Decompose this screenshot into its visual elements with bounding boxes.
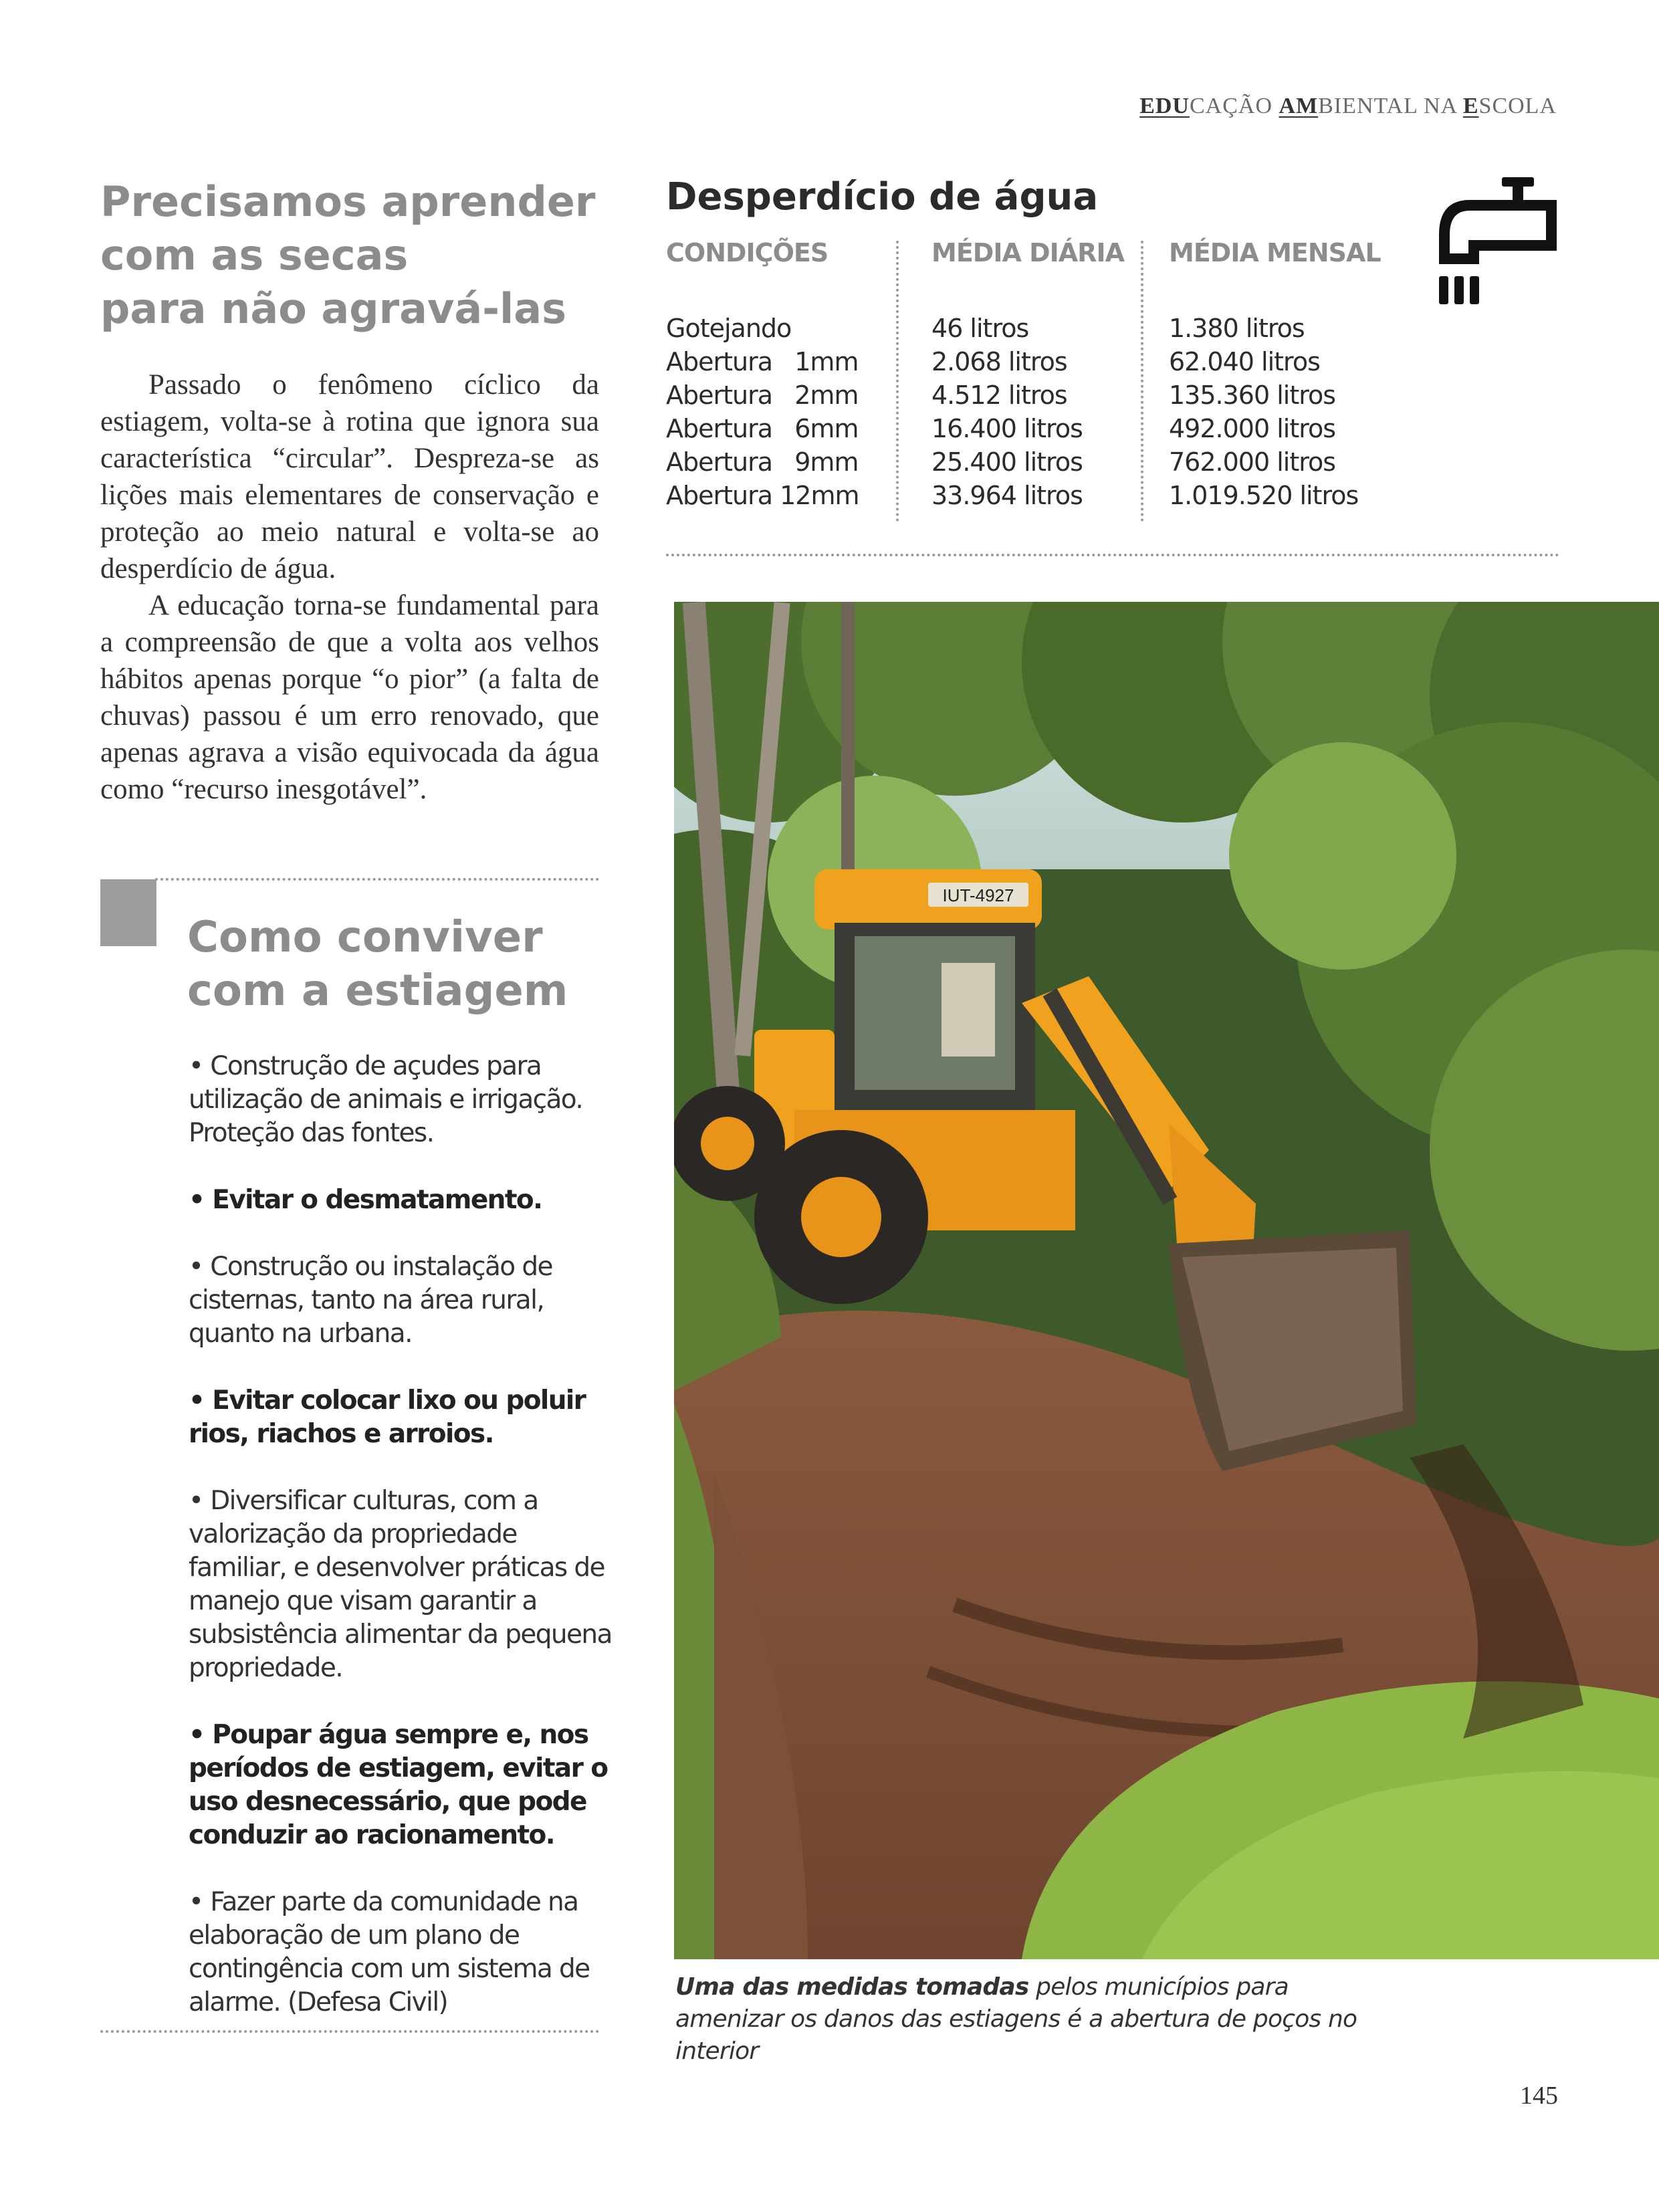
monthly-cell: 1.380 litros (1169, 314, 1305, 343)
header-part-2-bold: AM (1279, 94, 1319, 118)
license-plate: IUT-4927 (942, 885, 1014, 905)
monthly-cell: 62.040 litros (1169, 347, 1320, 376)
daily-cell: 25.400 litros (931, 447, 1083, 477)
table-bottom-divider (666, 554, 1559, 556)
condition-cell: Abertura 12mm (666, 481, 859, 510)
condition-cell: Abertura 6mm (666, 414, 859, 443)
tip-item-3: • Construção ou instalação de cisternas, tanto na área rural, quanto na urbana. (189, 1252, 552, 1349)
tip-item-4: • Evitar colocar lixo ou poluir rios, riachos e arroios. (189, 1386, 586, 1449)
column-divider (1141, 241, 1143, 522)
box-accent-square (100, 879, 156, 946)
box-top-divider (155, 878, 599, 881)
condition-cell: Abertura 1mm (666, 347, 859, 376)
tip-item-5: • Diversificar culturas, com a valorização da propriedade familiar, e desenvolver práticas de manejo que visam garantir a subsistência alimentar da pequena propriedade. (189, 1486, 612, 1683)
tip-item-1: • Construção de açudes para utilização de animais e irrigação. Proteção das fontes. (189, 1051, 583, 1148)
daily-cell: 16.400 litros (931, 414, 1083, 443)
caption-bold: Uma das medidas tomadas (675, 1973, 1029, 2001)
daily-cell: 46 litros (931, 314, 1029, 343)
page-number: 145 (1520, 2082, 1558, 2110)
header-part-1-rest: CAÇÃO (1189, 94, 1279, 118)
running-header (1003, 94, 1557, 119)
article-headline (100, 175, 622, 336)
header-part-1-bold: EDU (1139, 94, 1190, 118)
box-bottom-divider (100, 2030, 599, 2033)
box-title-line-2: com a estiagem (187, 966, 568, 1016)
condition-cell: Gotejando (666, 314, 792, 343)
headline-line-3: para não agravá-las (100, 284, 566, 333)
article-body (100, 366, 599, 808)
condition-cell: Abertura 2mm (666, 380, 859, 410)
table-column-daily (931, 238, 1145, 512)
headline-line-2: com as secas (100, 231, 409, 280)
monthly-cell: 762.000 litros (1169, 447, 1336, 477)
monthly-cell: 492.000 litros (1169, 414, 1336, 443)
monthly-cell: 135.360 litros (1169, 380, 1336, 410)
table-column-monthly (1169, 238, 1436, 512)
tip-item-2: • Evitar o desmatamento. (189, 1185, 542, 1215)
caption-rest: pelos municípios para amenizar os danos das estiagens é a abertura de poços no interior (675, 1973, 1357, 2065)
column-divider (896, 241, 899, 522)
column-header-daily: MÉDIA DIÁRIA (931, 238, 1124, 267)
column-header-monthly: MÉDIA MENSAL (1169, 238, 1381, 267)
box-title-line-1: Como conviver (187, 913, 543, 962)
tip-item-7: • Fazer parte da comunidade na elaboração de um plano de contingência com um sistema de alarme. (Defesa Civil) (189, 1887, 590, 2017)
daily-cell: 2.068 litros (931, 347, 1067, 376)
table-column-conditions (666, 238, 900, 512)
tip-item-6: • Poupar água sempre e, nos períodos de estiagem, evitar o uso desnecessário, que pode conduzir ao racionamento. (189, 1720, 608, 1850)
body-paragraph-2: A educação torna-se fundamental para a compreensão de que a volta aos velhos hábitos apenas porque “o pior” (a falta de chuvas) passou é um erro renovado, que apenas agrava a visão equivocada da água como “recurso inesgotável”. (100, 590, 599, 805)
headline-line-1: Precisamos aprender (100, 177, 596, 226)
monthly-cell: 1.019.520 litros (1169, 481, 1359, 510)
column-header-conditions: CONDIÇÕES (666, 238, 828, 267)
daily-cell: 4.512 litros (931, 380, 1067, 410)
photo-caption (675, 1971, 1384, 2068)
header-part-3-bold: E (1462, 94, 1479, 118)
backhoe-photo (674, 602, 1659, 1959)
header-part-3-rest: SCOLA (1478, 94, 1557, 118)
water-tap-icon (1430, 177, 1563, 308)
daily-cell: 33.964 litros (931, 481, 1083, 510)
condition-cell: Abertura 9mm (666, 447, 859, 477)
body-paragraph-1: Passado o fenômeno cíclico da estiagem, volta-se à rotina que ignora sua característica “circular”. Despreza-se as lições mais elementares de conservação e proteção ao meio natural e volta-se ao desperdício de água. (100, 369, 599, 584)
waste-table-title: Desperdício de água (666, 175, 1099, 219)
header-part-2-rest: BIENTAL NA (1318, 94, 1463, 118)
box-title (187, 911, 615, 1018)
tips-list (189, 1050, 617, 2053)
